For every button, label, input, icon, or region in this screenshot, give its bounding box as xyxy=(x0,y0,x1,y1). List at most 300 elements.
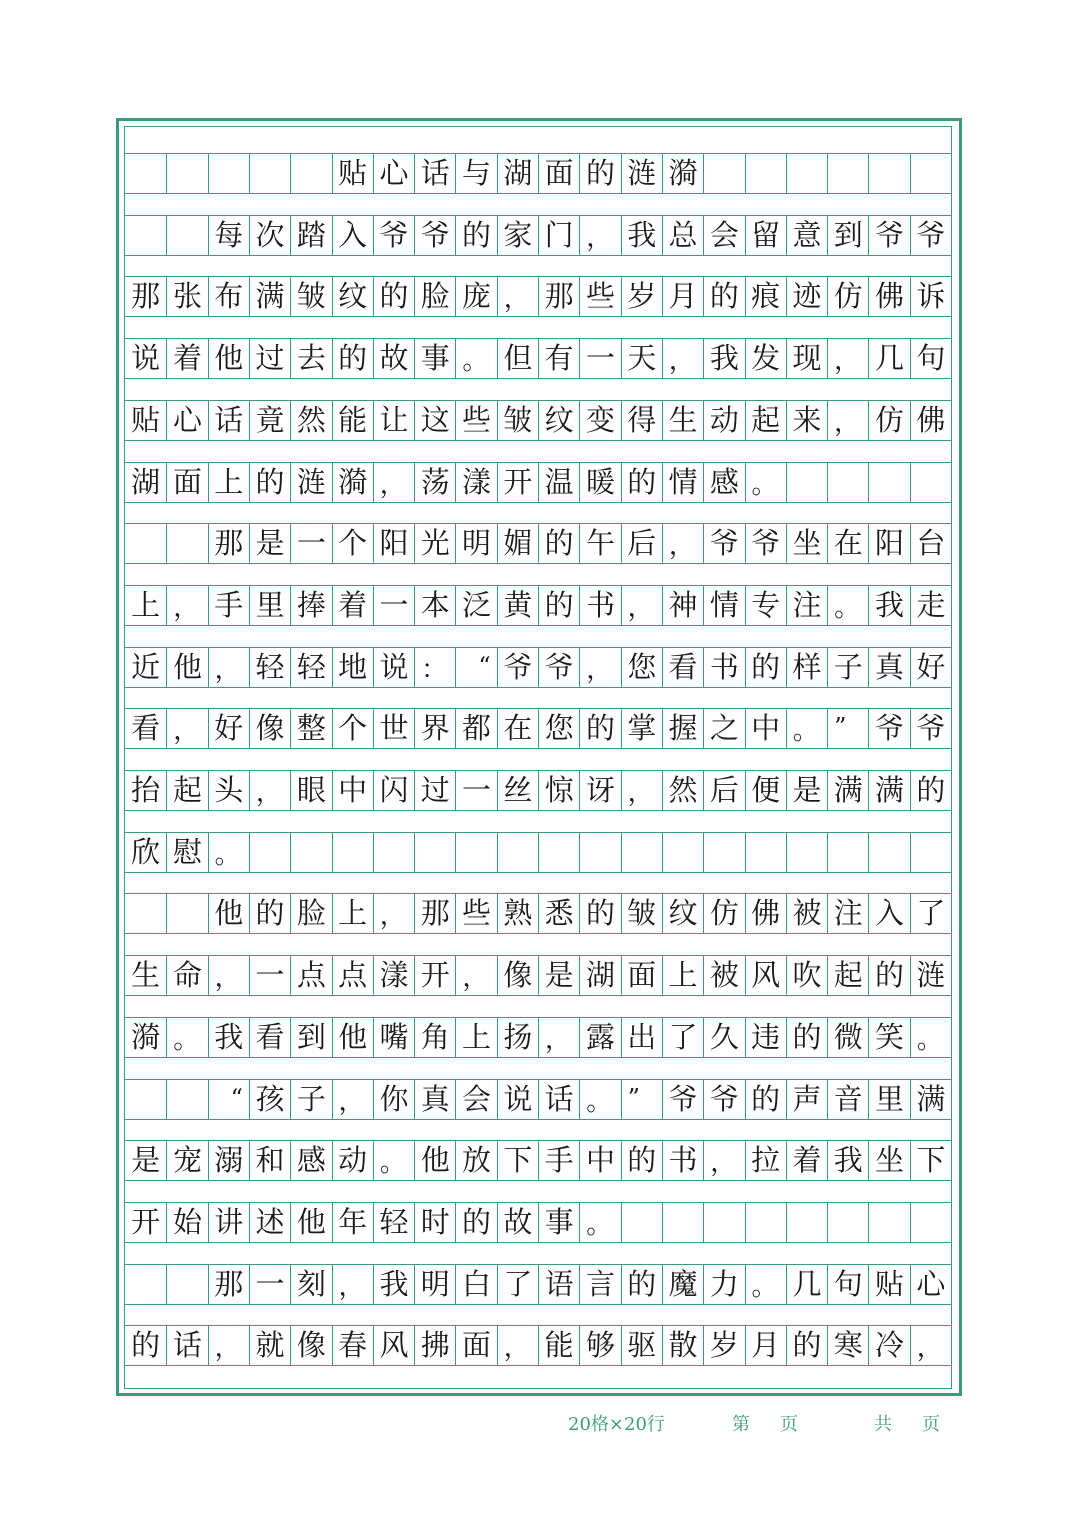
grid-char: 意 xyxy=(786,216,827,255)
grid-row xyxy=(125,1140,951,1181)
grid-char: 始 xyxy=(166,1203,207,1242)
grid-char: 的 xyxy=(455,216,496,255)
grid-char: 眼 xyxy=(290,771,331,810)
grid-char: 爷 xyxy=(662,1080,703,1119)
grid-char: 近 xyxy=(131,649,161,684)
grid-spec: 20格×20行 xyxy=(568,1414,665,1435)
grid-char: 每 xyxy=(208,216,249,255)
grid-char: 家 xyxy=(497,216,538,255)
grid-char: 的 xyxy=(538,586,579,625)
grid-char: 后 xyxy=(621,524,662,563)
grid-char: 天 xyxy=(621,339,662,378)
grid-char: 寒 xyxy=(827,1326,868,1365)
grid-cell-empty xyxy=(786,1203,827,1242)
grid-cell-empty xyxy=(786,833,827,872)
grid-row xyxy=(125,708,951,749)
grid-cell-empty xyxy=(868,154,909,193)
grid-char: 就 xyxy=(249,1326,290,1365)
grid-char: “ xyxy=(455,648,496,687)
grid-char: 上 xyxy=(332,894,373,933)
grid-char: 痕 xyxy=(745,277,786,316)
grid-char: 事 xyxy=(414,339,455,378)
grid-char: ” xyxy=(621,1080,662,1119)
grid-char: 。 xyxy=(745,463,786,502)
grid-char: 句 xyxy=(827,1265,868,1304)
grid-char: 午 xyxy=(579,524,620,563)
grid-char: 他 xyxy=(290,1203,331,1242)
grid-char: 扬 xyxy=(497,1018,538,1057)
grid-char: 说 xyxy=(373,648,414,687)
grid-char: 的 xyxy=(579,709,620,748)
grid-row xyxy=(125,338,951,379)
grid-char: 您 xyxy=(621,648,662,687)
grid-char: 故 xyxy=(497,1203,538,1242)
page-label-a: 第 xyxy=(732,1414,750,1435)
grid-char: 界 xyxy=(414,709,455,748)
grid-char: 故 xyxy=(373,339,414,378)
grid-char: 入 xyxy=(868,894,909,933)
grid-char: 踏 xyxy=(290,216,331,255)
grid-char: 一 xyxy=(579,339,620,378)
grid-cell-empty xyxy=(745,833,786,872)
grid-cell-empty xyxy=(373,833,414,872)
grid-char: 样 xyxy=(786,648,827,687)
grid-char: 过 xyxy=(249,339,290,378)
grid-char: 他 xyxy=(332,1018,373,1057)
grid-row xyxy=(125,770,951,811)
grid-char: 您 xyxy=(538,709,579,748)
grid-char: 慰 xyxy=(166,833,207,872)
grid-char: 里 xyxy=(868,1080,909,1119)
grid-char: 书 xyxy=(579,586,620,625)
grid-char: 岁 xyxy=(703,1326,744,1365)
grid-char: 风 xyxy=(745,956,786,995)
grid-char: 些 xyxy=(455,401,496,440)
grid-char: ， xyxy=(827,401,868,440)
grid-char: 起 xyxy=(166,771,207,810)
grid-char: 上 xyxy=(208,463,249,502)
grid-char: 泛 xyxy=(455,586,496,625)
grid-char: 让 xyxy=(373,401,414,440)
grid-char: 。 xyxy=(455,339,496,378)
grid-char: 阳 xyxy=(373,524,414,563)
grid-char: 我 xyxy=(373,1265,414,1304)
grid-char: 话 xyxy=(538,1080,579,1119)
grid-char: 月 xyxy=(745,1326,786,1365)
grid-char: 起 xyxy=(745,401,786,440)
grid-char: 欣 xyxy=(131,834,161,869)
grid-char: 讶 xyxy=(579,771,620,810)
grid-char: 感 xyxy=(703,463,744,502)
grid-char: 之 xyxy=(703,709,744,748)
grid-char: 发 xyxy=(745,339,786,378)
grid-char: 上 xyxy=(131,587,161,622)
grid-char: “ xyxy=(208,1080,249,1119)
grid-row xyxy=(125,276,951,317)
grid-char: 。 xyxy=(827,586,868,625)
grid-char: 溺 xyxy=(208,1141,249,1180)
grid-char: 述 xyxy=(249,1203,290,1242)
grid-char: 漪 xyxy=(332,463,373,502)
grid-char: ， xyxy=(621,771,662,810)
grid-char: 温 xyxy=(538,463,579,502)
grid-char: 掌 xyxy=(621,709,662,748)
page-label-b: 页 xyxy=(780,1414,798,1435)
grid-char: 话 xyxy=(208,401,249,440)
grid-char: 我 xyxy=(621,216,662,255)
grid-char: 是 xyxy=(538,956,579,995)
grid-char: 现 xyxy=(786,339,827,378)
grid-cell-empty xyxy=(703,154,744,193)
grid-char: 贴 xyxy=(131,402,161,437)
grid-char: 竟 xyxy=(249,401,290,440)
grid-char: ， xyxy=(497,277,538,316)
grid-cell-empty xyxy=(910,833,951,872)
grid-char: 湖 xyxy=(131,464,161,499)
grid-char: 明 xyxy=(414,1265,455,1304)
grid-char: 句 xyxy=(910,339,951,378)
grid-char: 微 xyxy=(827,1018,868,1057)
grid-char: 一 xyxy=(373,586,414,625)
grid-char: 真 xyxy=(868,648,909,687)
grid-cell-empty xyxy=(166,1265,207,1304)
grid-cell-empty xyxy=(868,1203,909,1242)
grid-char: 起 xyxy=(827,956,868,995)
grid-char: 月 xyxy=(662,277,703,316)
grid-char: 个 xyxy=(332,709,373,748)
grid-char: 然 xyxy=(290,401,331,440)
grid-cell-empty xyxy=(166,524,207,563)
grid-char: 几 xyxy=(786,1265,827,1304)
grid-char: 书 xyxy=(703,648,744,687)
grid-char: 中 xyxy=(332,771,373,810)
grid-char: 些 xyxy=(579,277,620,316)
title-char: 心 xyxy=(373,154,414,193)
grid-char: 的 xyxy=(131,1328,161,1363)
grid-char: 魔 xyxy=(662,1265,703,1304)
grid-cell-empty xyxy=(290,154,331,193)
grid-char: 好 xyxy=(910,648,951,687)
grid-char: 涟 xyxy=(290,463,331,502)
grid-cell-empty xyxy=(868,463,909,502)
grid-char: 。 xyxy=(579,1080,620,1119)
grid-char: 佛 xyxy=(868,277,909,316)
grid-char: 一 xyxy=(455,771,496,810)
grid-char: 轻 xyxy=(290,648,331,687)
grid-cell-empty xyxy=(455,833,496,872)
grid-char: 纹 xyxy=(332,277,373,316)
grid-char: 心 xyxy=(166,401,207,440)
grid-row xyxy=(125,832,951,873)
grid-char: ， xyxy=(208,1326,249,1365)
grid-char: 坐 xyxy=(786,524,827,563)
grid-char: 能 xyxy=(332,401,373,440)
grid-char: 黄 xyxy=(497,586,538,625)
grid-char: 爷 xyxy=(703,524,744,563)
grid-char: ， xyxy=(827,339,868,378)
grid-cell-empty xyxy=(497,833,538,872)
grid-char: 情 xyxy=(703,586,744,625)
grid-char: 被 xyxy=(703,956,744,995)
grid-char: 脸 xyxy=(290,894,331,933)
grid-char: 熟 xyxy=(497,894,538,933)
grid-char: 纹 xyxy=(662,894,703,933)
grid-char: 涟 xyxy=(910,956,951,995)
grid-char: 了 xyxy=(497,1265,538,1304)
grid-char: 岁 xyxy=(621,277,662,316)
grid-cell-empty xyxy=(125,1080,166,1119)
grid-char: 看 xyxy=(249,1018,290,1057)
grid-char: 。 xyxy=(786,709,827,748)
grid-char: 吹 xyxy=(786,956,827,995)
grid-char: 闪 xyxy=(373,771,414,810)
grid-char: 。 xyxy=(166,1018,207,1057)
grid-cell-empty xyxy=(414,833,455,872)
grid-cell-empty xyxy=(125,894,166,933)
grid-char: 神 xyxy=(662,586,703,625)
grid-char: 惊 xyxy=(538,771,579,810)
grid-char: 动 xyxy=(332,1141,373,1180)
grid-char: 入 xyxy=(332,216,373,255)
grid-char: 仿 xyxy=(868,401,909,440)
grid-char: 的 xyxy=(786,1018,827,1057)
grid-char: 皱 xyxy=(497,401,538,440)
grid-cell-empty xyxy=(662,833,703,872)
grid-row xyxy=(125,955,951,996)
grid-char: 子 xyxy=(827,648,868,687)
grid-char: ： xyxy=(414,648,455,687)
grid-char: ， xyxy=(373,894,414,933)
grid-char: 暖 xyxy=(579,463,620,502)
grid-char: 看 xyxy=(662,648,703,687)
grid-char: 着 xyxy=(786,1141,827,1180)
title-char: 湖 xyxy=(497,154,538,193)
grid-char: 专 xyxy=(745,586,786,625)
grid-char: 语 xyxy=(538,1265,579,1304)
grid-cell-empty xyxy=(125,524,166,563)
grid-char: ， xyxy=(166,709,207,748)
grid-char: 面 xyxy=(455,1326,496,1365)
grid-cell-empty xyxy=(827,463,868,502)
grid-char: 被 xyxy=(786,894,827,933)
grid-char: 走 xyxy=(910,586,951,625)
grid-char: 上 xyxy=(662,956,703,995)
grid-cell-empty xyxy=(621,1203,662,1242)
manuscript-grid xyxy=(124,126,952,1389)
grid-char: 仿 xyxy=(703,894,744,933)
grid-char: 你 xyxy=(373,1080,414,1119)
grid-char: 得 xyxy=(621,401,662,440)
grid-char: 布 xyxy=(208,277,249,316)
grid-char: 注 xyxy=(786,586,827,625)
grid-cell-empty xyxy=(166,1080,207,1119)
grid-char: 下 xyxy=(497,1141,538,1180)
grid-char: 话 xyxy=(166,1326,207,1365)
grid-char: 湖 xyxy=(579,956,620,995)
grid-char: 能 xyxy=(538,1326,579,1365)
grid-char: ， xyxy=(910,1326,951,1365)
grid-char: 放 xyxy=(455,1141,496,1180)
grid-char: ， xyxy=(662,339,703,378)
grid-char: 诉 xyxy=(910,277,951,316)
page-footer xyxy=(0,1406,1080,1436)
grid-char: ， xyxy=(249,771,290,810)
grid-char: 一 xyxy=(249,956,290,995)
grid-char: 风 xyxy=(373,1326,414,1365)
grid-cell-empty xyxy=(125,154,166,193)
grid-char: 轻 xyxy=(249,648,290,687)
grid-cell-empty xyxy=(579,833,620,872)
grid-row xyxy=(125,893,951,934)
grid-char: 佛 xyxy=(910,401,951,440)
grid-char: 本 xyxy=(414,586,455,625)
grid-char: 媚 xyxy=(497,524,538,563)
grid-char: 满 xyxy=(868,771,909,810)
grid-char: 的 xyxy=(745,1080,786,1119)
grid-char: 的 xyxy=(745,648,786,687)
grid-char: 子 xyxy=(290,1080,331,1119)
grid-char: 坐 xyxy=(868,1141,909,1180)
grid-char: 我 xyxy=(868,586,909,625)
grid-char: 点 xyxy=(332,956,373,995)
grid-char: 荡 xyxy=(414,463,455,502)
grid-char: 他 xyxy=(414,1141,455,1180)
grid-char: ， xyxy=(332,1080,373,1119)
grid-char: 迹 xyxy=(786,277,827,316)
grid-char: 里 xyxy=(249,586,290,625)
grid-char: 露 xyxy=(579,1018,620,1057)
grid-char: 感 xyxy=(290,1141,331,1180)
grid-char: 满 xyxy=(910,1080,951,1119)
grid-char: ， xyxy=(538,1018,579,1057)
grid-char: 是 xyxy=(131,1143,161,1178)
grid-char: 他 xyxy=(208,894,249,933)
grid-char: ， xyxy=(208,956,249,995)
grid-char: 庞 xyxy=(455,277,496,316)
grid-char: 爷 xyxy=(538,648,579,687)
grid-char: 在 xyxy=(497,709,538,748)
grid-char: 开 xyxy=(131,1204,161,1239)
grid-char: 台 xyxy=(910,524,951,563)
grid-char: 情 xyxy=(662,463,703,502)
grid-char: 会 xyxy=(455,1080,496,1119)
grid-char: 下 xyxy=(910,1141,951,1180)
grid-char: 。 xyxy=(910,1018,951,1057)
grid-row xyxy=(125,1202,951,1243)
grid-char: 到 xyxy=(827,216,868,255)
grid-char: 面 xyxy=(621,956,662,995)
grid-char: 贴 xyxy=(868,1265,909,1304)
grid-char: 的 xyxy=(621,1265,662,1304)
grid-char: 言 xyxy=(579,1265,620,1304)
grid-char: 整 xyxy=(290,709,331,748)
grid-char: 生 xyxy=(662,401,703,440)
grid-char: 着 xyxy=(166,339,207,378)
grid-char: 宠 xyxy=(166,1141,207,1180)
grid-char: 的 xyxy=(332,339,373,378)
grid-char: 的 xyxy=(786,1326,827,1365)
grid-cell-empty xyxy=(827,1203,868,1242)
grid-char: 了 xyxy=(910,894,951,933)
grid-char: ， xyxy=(662,524,703,563)
grid-row xyxy=(125,647,951,688)
grid-cell-empty xyxy=(208,154,249,193)
grid-char: 来 xyxy=(786,401,827,440)
grid-char: 声 xyxy=(786,1080,827,1119)
grid-char: 那 xyxy=(208,1265,249,1304)
grid-row xyxy=(125,585,951,626)
grid-char: 次 xyxy=(249,216,290,255)
grid-char: ， xyxy=(373,463,414,502)
grid-char: 那 xyxy=(538,277,579,316)
grid-char: 的 xyxy=(373,277,414,316)
grid-char: 和 xyxy=(249,1141,290,1180)
grid-char: 爷 xyxy=(910,709,951,748)
grid-char: 后 xyxy=(703,771,744,810)
grid-char: 够 xyxy=(579,1326,620,1365)
grid-char: 留 xyxy=(745,216,786,255)
grid-char: 刻 xyxy=(290,1265,331,1304)
grid-char: 冷 xyxy=(868,1326,909,1365)
grid-char: 世 xyxy=(373,709,414,748)
grid-cell-empty xyxy=(125,1265,166,1304)
grid-char: 开 xyxy=(497,463,538,502)
grid-char: 中 xyxy=(579,1141,620,1180)
grid-char: 佛 xyxy=(745,894,786,933)
grid-cell-empty xyxy=(910,154,951,193)
grid-char: 捧 xyxy=(290,586,331,625)
grid-cell-empty xyxy=(827,154,868,193)
grid-char: 到 xyxy=(290,1018,331,1057)
grid-char: 爷 xyxy=(703,1080,744,1119)
grid-row xyxy=(125,400,951,441)
grid-char: ， xyxy=(332,1265,373,1304)
title-char: 的 xyxy=(579,154,620,193)
grid-row xyxy=(125,215,951,256)
grid-char: 违 xyxy=(745,1018,786,1057)
grid-char: ， xyxy=(497,1326,538,1365)
grid-char: 孩 xyxy=(249,1080,290,1119)
grid-char: 张 xyxy=(166,277,207,316)
grid-char: 生 xyxy=(131,958,161,993)
grid-cell-empty xyxy=(290,833,331,872)
grid-cell-empty xyxy=(538,833,579,872)
grid-cell-empty xyxy=(662,1203,703,1242)
grid-char: 看 xyxy=(131,711,161,746)
grid-char: 皱 xyxy=(290,277,331,316)
grid-char: 注 xyxy=(827,894,868,933)
grid-char: 皱 xyxy=(621,894,662,933)
grid-char: 爷 xyxy=(868,216,909,255)
grid-char: 音 xyxy=(827,1080,868,1119)
grid-char: ， xyxy=(579,216,620,255)
title-char: 话 xyxy=(414,154,455,193)
grid-char: 手 xyxy=(538,1141,579,1180)
grid-char: 变 xyxy=(579,401,620,440)
grid-char: 的 xyxy=(249,463,290,502)
grid-cell-empty xyxy=(786,463,827,502)
title-char: 涟 xyxy=(621,154,662,193)
grid-char: 爷 xyxy=(414,216,455,255)
grid-char: 他 xyxy=(208,339,249,378)
grid-char: ， xyxy=(166,586,207,625)
grid-char: 去 xyxy=(290,339,331,378)
grid-row xyxy=(125,1325,951,1366)
grid-char: 但 xyxy=(497,339,538,378)
grid-char: 然 xyxy=(662,771,703,810)
grid-char: ， xyxy=(621,586,662,625)
grid-char: 上 xyxy=(455,1018,496,1057)
